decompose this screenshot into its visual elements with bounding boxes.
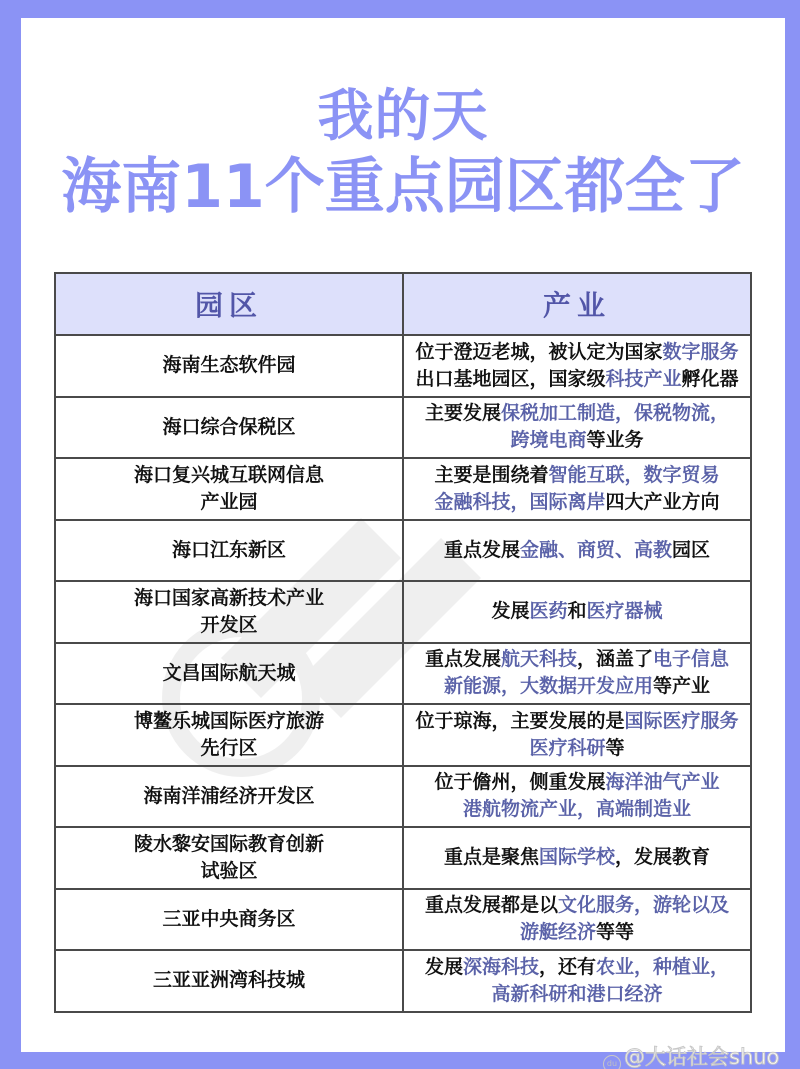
content-panel (21, 18, 785, 1069)
industry-cell (403, 827, 751, 889)
industry-line (414, 844, 740, 871)
industry-cell (403, 335, 751, 397)
industry-line (414, 708, 740, 735)
highlighted-industry-text: 文化服务，游轮以及 (558, 894, 730, 917)
industry-cell (403, 889, 751, 951)
table-row (55, 520, 751, 582)
industry-text: 位于澄迈老城，被认定为国家 (415, 340, 663, 363)
highlighted-industry-text: 新能源，大数据开发应用 (443, 675, 653, 698)
industry-line (414, 489, 740, 516)
industry-text: 重点发展 (424, 648, 501, 671)
industry-text: 主要发展 (424, 402, 501, 425)
highlighted-industry-text: 电子信息 (653, 648, 730, 671)
highlighted-industry-text: 航天科技 (500, 648, 577, 671)
park-name-cell (55, 704, 403, 766)
industry-line (414, 537, 740, 564)
industry-text: 重点是聚焦 (443, 846, 539, 869)
table-row (55, 889, 751, 951)
highlighted-industry-text: 高新科研和港口经济 (491, 982, 663, 1005)
industry-text: 主要是围绕着 (434, 463, 549, 486)
highlighted-industry-text: 数字服务 (662, 340, 739, 363)
title-line-1: 我的天 (317, 84, 489, 149)
industry-text: 发展 (491, 600, 530, 623)
table-row (55, 643, 751, 705)
highlighted-industry-text: 国际学校 (538, 846, 615, 869)
park-name-cell: 海南生态软件园 (55, 335, 403, 397)
highlighted-industry-text: 游艇经济 (519, 921, 596, 944)
park-name-cell (55, 581, 403, 643)
park-name-line: 海口复兴城互联网信息 (133, 463, 324, 486)
industry-line (414, 673, 740, 700)
park-name-cell: 海口江东新区 (55, 520, 403, 582)
park-name-cell (55, 458, 403, 520)
highlighted-industry-text: 农业，种植业， (596, 955, 730, 978)
industry-line (414, 735, 740, 762)
park-name-line: 陵水黎安国际教育创新 (133, 832, 324, 855)
park-name-cell: 文昌国际航天城 (55, 643, 403, 705)
table-row (55, 458, 751, 520)
highlighted-industry-text: 保税加工制造，保税物流， (501, 402, 730, 425)
industry-line (414, 892, 740, 919)
industry-text: 位于儋州，侧重发展 (434, 771, 606, 794)
highlighted-industry-text: 科技产业 (605, 367, 682, 390)
industry-cell (403, 950, 751, 1012)
highlighted-industry-text: 智能互联，数字贸易 (548, 463, 720, 486)
column-header-industry: 产业 (403, 273, 751, 335)
highlighted-industry-text: 医药 (529, 600, 568, 623)
parks-table (54, 272, 752, 1013)
industry-text: 孵化器 (681, 367, 739, 390)
industry-cell (403, 643, 751, 705)
park-name-line: 试验区 (200, 859, 258, 882)
highlighted-industry-text: 跨境电商 (510, 429, 587, 452)
industry-line (414, 400, 740, 427)
table-row (55, 335, 751, 397)
park-name-line: 产业园 (200, 490, 258, 513)
industry-text: 重点发展都是以 (424, 894, 558, 917)
park-name-cell: 海口综合保税区 (55, 397, 403, 459)
park-name-cell: 三亚中央商务区 (55, 889, 403, 951)
industry-line (414, 462, 740, 489)
author-watermark-text: @大话社会shuo (624, 1045, 780, 1069)
industry-cell (403, 581, 751, 643)
industry-text: ，还有 (539, 955, 597, 978)
highlighted-industry-text: 金融科技，国际离岸 (434, 490, 606, 513)
park-name-line: 博鳌乐城国际医疗旅游 (133, 709, 324, 732)
industry-cell (403, 397, 751, 459)
park-name-cell (55, 827, 403, 889)
industry-text: 出口基地园区，国家级 (415, 367, 606, 390)
table-row (55, 950, 751, 1012)
industry-text: 重点发展 (443, 538, 520, 561)
industry-cell (403, 520, 751, 582)
baidu-paw-icon: du (603, 1055, 621, 1069)
park-name-line: 海口国家高新技术产业 (133, 586, 324, 609)
industry-line (414, 646, 740, 673)
industry-text: 和 (567, 600, 587, 623)
industry-line (414, 981, 740, 1008)
highlighted-industry-text: 医疗科研 (529, 736, 606, 759)
industry-text: ，发展教育 (615, 846, 711, 869)
industry-cell (403, 704, 751, 766)
highlighted-industry-text: 海洋油气产业 (605, 771, 720, 794)
industry-line (414, 954, 740, 981)
industry-text: 等业务 (586, 429, 644, 452)
industry-text: 发展 (424, 955, 463, 978)
table-row (55, 704, 751, 766)
park-name-line: 开发区 (200, 613, 258, 636)
title-line-2: 海南11个重点园区都全了 (61, 152, 745, 222)
industry-line (414, 427, 740, 454)
park-name-cell: 三亚亚洲湾科技城 (55, 950, 403, 1012)
author-watermark (603, 1041, 779, 1069)
column-header-park: 园区 (55, 273, 403, 335)
table-row (55, 766, 751, 828)
industry-text: 等 (605, 736, 625, 759)
industry-text: 等产业 (653, 675, 711, 698)
industry-text: 等等 (596, 921, 635, 944)
table-body (55, 335, 751, 1012)
industry-line (414, 769, 740, 796)
highlighted-industry-text: 医疗器械 (586, 600, 663, 623)
table-header-row (55, 273, 751, 335)
park-name-cell: 海南洋浦经济开发区 (55, 766, 403, 828)
industry-cell (403, 766, 751, 828)
table-row (55, 581, 751, 643)
industry-text: ，涵盖了 (577, 648, 654, 671)
industry-text: 位于琼海，主要发展的是 (415, 709, 625, 732)
industry-text: 园区 (672, 538, 711, 561)
table-row (55, 827, 751, 889)
industry-cell (403, 458, 751, 520)
table-row (55, 397, 751, 459)
park-name-line: 先行区 (200, 736, 258, 759)
industry-text: 四大产业方向 (605, 490, 720, 513)
industry-line (414, 796, 740, 823)
industry-line (414, 598, 740, 625)
industry-line (414, 366, 740, 393)
highlighted-industry-text: 国际医疗服务 (624, 709, 739, 732)
highlighted-industry-text: 深海科技 (462, 955, 539, 978)
industry-line (414, 339, 740, 366)
highlighted-industry-text: 金融、商贸、高教 (519, 538, 672, 561)
industry-line (414, 919, 740, 946)
highlighted-industry-text: 港航物流产业，高端制造业 (462, 798, 691, 821)
